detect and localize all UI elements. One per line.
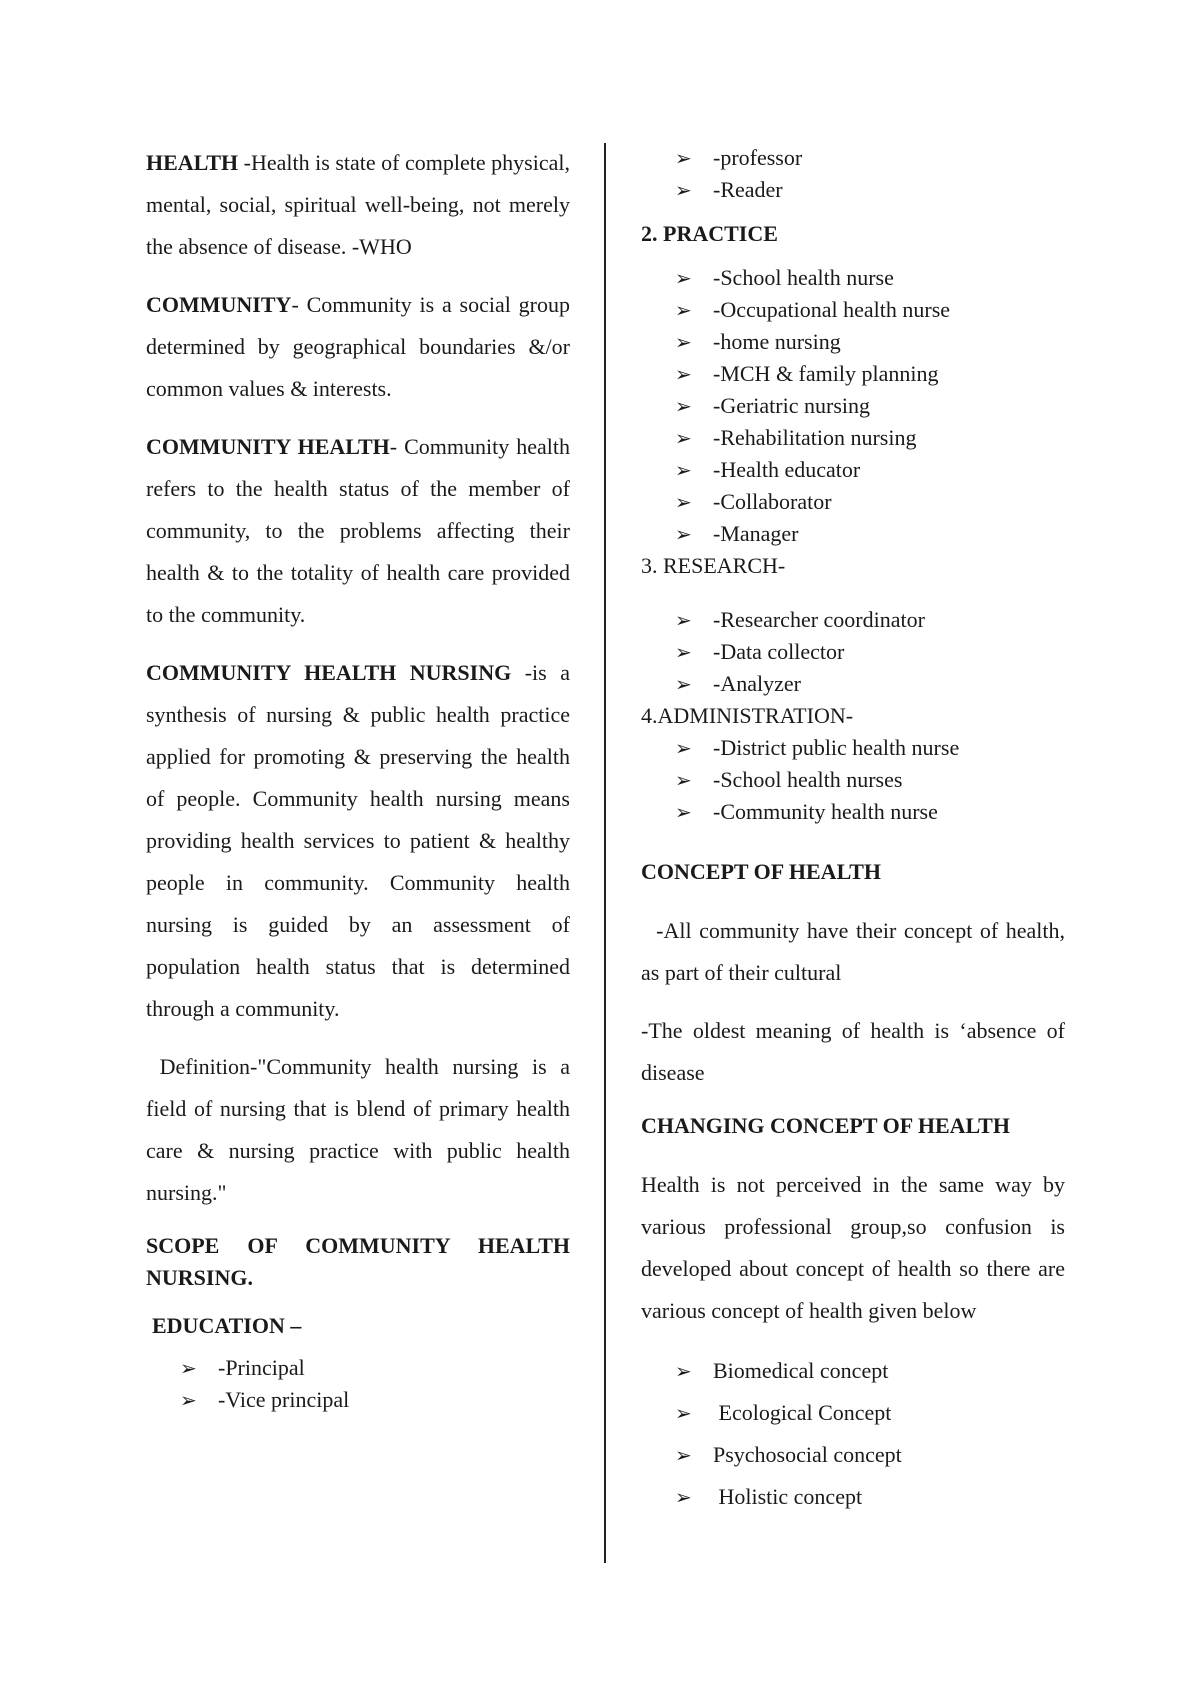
health-text: -Health is state of complete physical, mental, social, spiritual well-being, not merely the absence of disease. -WHO [146,150,570,259]
arrow-bullet-icon: ➢ [180,1356,197,1380]
arrow-bullet-icon: ➢ [675,458,692,482]
education-heading: EDUCATION – [152,1313,302,1338]
research-list [641,604,1065,700]
changing-concept-paragraph: Health is not perceived in the same way by various professional group,so confusion is developed about concept of health so there are various concept of health given below [641,1172,1065,1323]
arrow-bullet-icon: ➢ [675,800,692,824]
list-item: ➢ -Rehabilitation nursing [641,422,1065,454]
list-item: ➢ Holistic concept [641,1476,1065,1518]
list-item: ➢ -School health nurses [641,764,1065,796]
scope-heading: SCOPE OF COMMUNITY HEALTH NURSING. [146,1233,570,1290]
administration-list [641,732,1065,828]
list-item: ➢ -Researcher coordinator [641,604,1065,636]
practice-heading: 2. PRACTICE [641,221,778,246]
arrow-bullet-icon: ➢ [675,426,692,450]
arrow-bullet-icon: ➢ [675,394,692,418]
changing-concept-heading: CHANGING CONCEPT OF HEALTH [641,1113,1010,1138]
education-list [146,1352,570,1416]
research-heading: 3. RESEARCH- [641,553,786,578]
arrow-bullet-icon: ➢ [675,1443,692,1467]
community-term: COMMUNITY [146,292,292,317]
administration-heading: 4.ADMINISTRATION- [641,703,854,728]
health-term: HEALTH [146,150,239,175]
list-item: ➢ -Vice principal [146,1384,570,1416]
list-item: ➢ -District public health nurse [641,732,1065,764]
list-item: ➢ Ecological Concept [641,1392,1065,1434]
list-item: ➢ -Geriatric nursing [641,390,1065,422]
chn-text: -is a synthesis of nursing & public health practice applied for promoting & preserving the health of people. Community health nursing means providing health services to patient & healthy people in community. Community health nursing is guided by an assessment of population health status that is determined through a community. [146,660,571,1021]
concept-of-health-heading: CONCEPT OF HEALTH [641,859,882,884]
concept-paragraph-1: -All community have their concept of health, as part of their cultural [641,918,1071,985]
chn-definition [146,652,570,1030]
column-divider [604,143,606,1563]
arrow-bullet-icon: ➢ [675,490,692,514]
arrow-bullet-icon: ➢ [675,736,692,760]
education-list-continued [641,142,1065,206]
arrow-bullet-icon: ➢ [675,672,692,696]
right-column [641,142,1071,1518]
concept-paragraph-2: -The oldest meaning of health is ‘absence of disease [641,1018,1065,1085]
arrow-bullet-icon: ➢ [675,330,692,354]
arrow-bullet-icon: ➢ [675,362,692,386]
community-health-term: COMMUNITY HEALTH [146,434,390,459]
chn-term: COMMUNITY HEALTH NURSING [146,660,512,685]
list-item: ➢ -Data collector [641,636,1065,668]
list-item: ➢ -Community health nurse [641,796,1065,828]
list-item: ➢ -MCH & family planning [641,358,1065,390]
list-item: ➢ -School health nurse [641,262,1065,294]
arrow-bullet-icon: ➢ [675,1485,692,1509]
community-definition [146,284,570,410]
health-definition [146,142,570,268]
list-item: ➢ -Health educator [641,454,1065,486]
arrow-bullet-icon: ➢ [675,640,692,664]
arrow-bullet-icon: ➢ [675,146,692,170]
arrow-bullet-icon: ➢ [675,608,692,632]
community-text: - Community is a social group determined by geographical boundaries &/or common values & interests. [146,292,570,401]
health-concepts-list [641,1350,1065,1518]
arrow-bullet-icon: ➢ [180,1388,197,1412]
practice-list [641,262,1065,550]
list-item: ➢ -Reader [641,174,1065,206]
arrow-bullet-icon: ➢ [675,1401,692,1425]
list-item: ➢ -Analyzer [641,668,1065,700]
arrow-bullet-icon: ➢ [675,768,692,792]
list-item: ➢ -home nursing [641,326,1065,358]
community-health-definition [146,426,570,636]
arrow-bullet-icon: ➢ [675,1359,692,1383]
left-column [146,142,576,1416]
list-item: ➢ -Occupational health nurse [641,294,1065,326]
community-health-text: - Community health refers to the health status of the member of community, to the problems affecting their health & to the totality of health care provided to the community. [146,434,570,627]
list-item: ➢ -Collaborator [641,486,1065,518]
arrow-bullet-icon: ➢ [675,178,692,202]
list-item: ➢ Psychosocial concept [641,1434,1065,1476]
arrow-bullet-icon: ➢ [675,522,692,546]
list-item: ➢ -professor [641,142,1065,174]
chn-quoted-definition: Definition-"Community health nursing is a field of nursing that is blend of primary health care & nursing practice with public health nursing." [146,1054,576,1205]
list-item: ➢ Biomedical concept [641,1350,1065,1392]
list-item: ➢ -Manager [641,518,1065,550]
list-item: ➢ -Principal [146,1352,570,1384]
arrow-bullet-icon: ➢ [675,266,692,290]
arrow-bullet-icon: ➢ [675,298,692,322]
